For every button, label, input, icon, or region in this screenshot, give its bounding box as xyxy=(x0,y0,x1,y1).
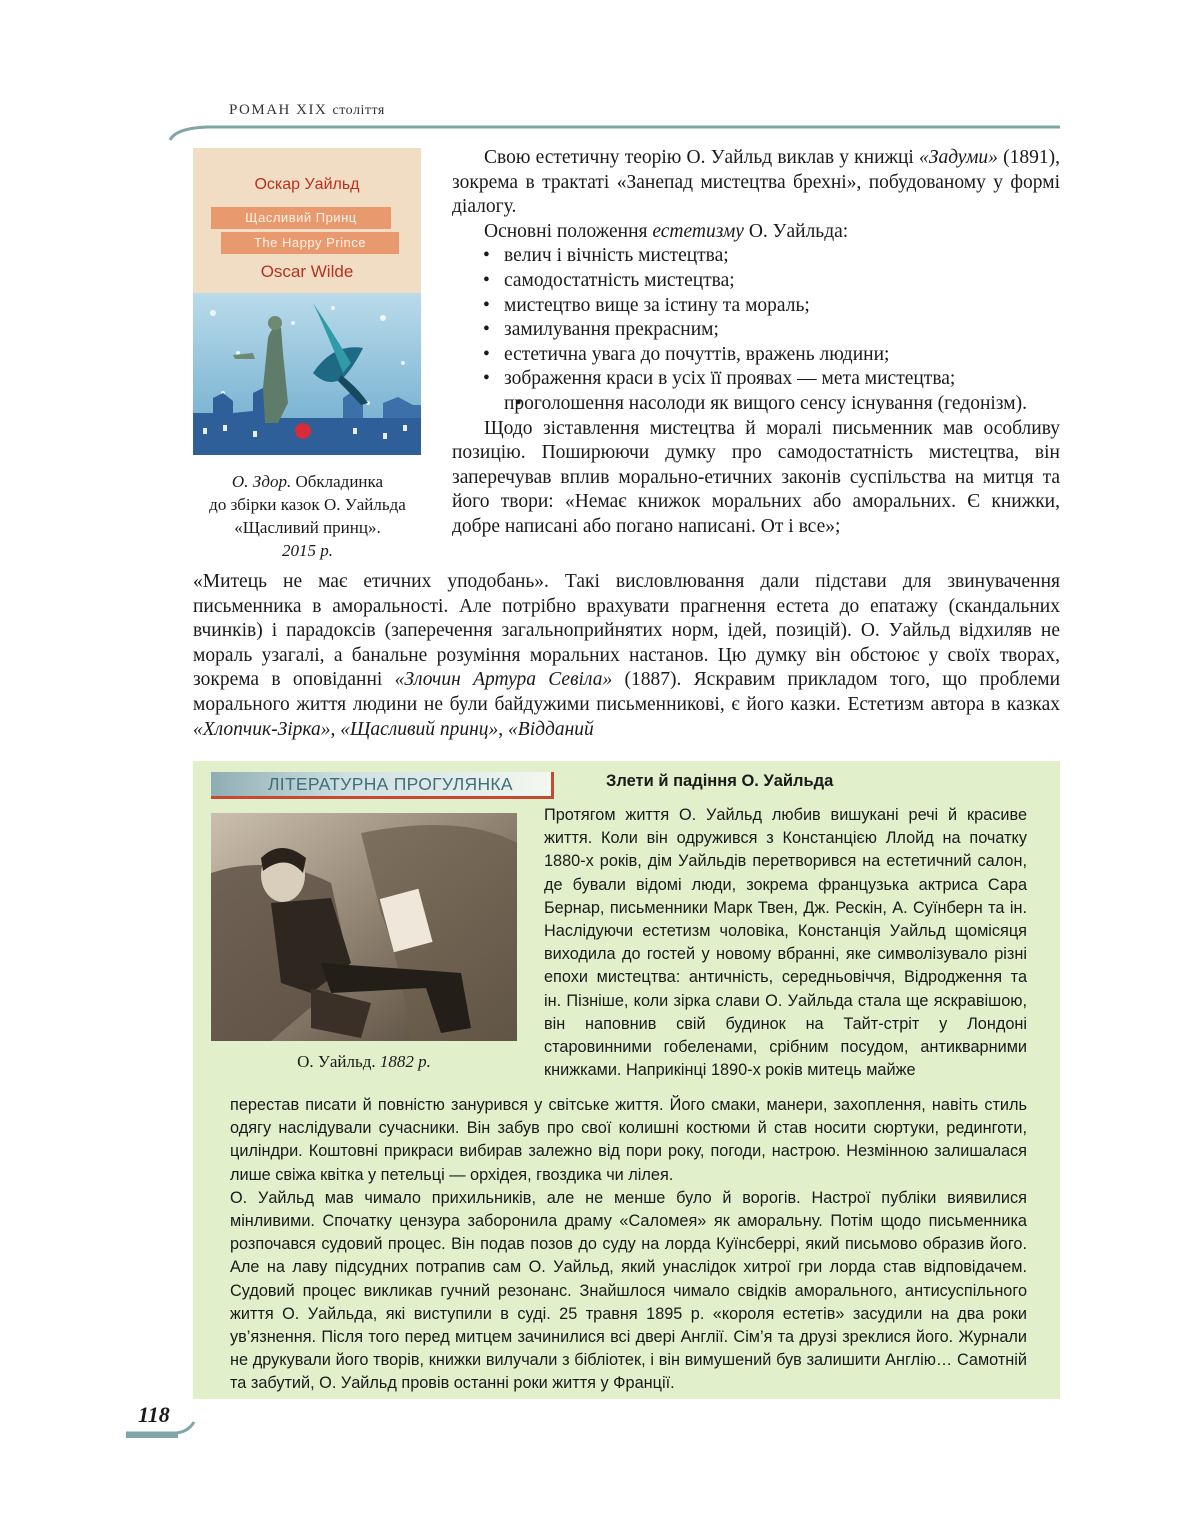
text-span: Свою естетичну теорію О. Уайльд виклав у книжці xyxy=(484,147,920,168)
cover-caption xyxy=(175,470,440,562)
literary-walk-label xyxy=(211,772,551,796)
text-span: Основні положення xyxy=(484,220,653,242)
cover-author-en: Oscar Wilde xyxy=(260,262,354,281)
photo-year: 1882 р. xyxy=(379,1052,431,1071)
list-item xyxy=(452,244,1060,269)
cover-author: Оскар Уайльд xyxy=(254,176,360,193)
cover-caption-artist: О. Здор. xyxy=(231,472,292,491)
photo-caption xyxy=(211,1052,517,1072)
paragraph: перестав писати й повністю занурився у світське життя. Його смаки, манери, захоплення, навіть стиль одягу наслідували сучасники. Він забув про свої колишні костюми й став носити сюртуки, рединготи, циліндри. Коштовні прикраси вибирав залежно від пори року, погоди, настрою. Незмінною залишалася лише свіжа квітка у петельці — орхідея, гвоздика чи лілея. xyxy=(230,1096,1027,1184)
cover-title-en: The Happy Prince xyxy=(221,232,399,254)
term: естетизму xyxy=(652,220,744,242)
cover-caption-line3: «Щасливий принц». xyxy=(234,518,381,537)
paragraph-aestheticism-intro xyxy=(452,220,1060,245)
list-item-text: велич і вічність мистецтва; xyxy=(504,245,729,267)
paragraph-continuation xyxy=(193,570,1060,742)
list-item xyxy=(452,367,1060,392)
list-item-text: проголошення насолоди як вищого сенсу існування (гедонізм). xyxy=(504,392,1027,414)
footer-rule xyxy=(126,1420,206,1450)
tale-title: «Відданий xyxy=(508,718,594,740)
list-item xyxy=(452,318,1060,343)
literary-walk-title: Злети й падіння О. Уайльда xyxy=(606,772,834,790)
cover-caption-line1: Обкладинка xyxy=(291,472,384,491)
page-number: 118 xyxy=(138,1402,170,1427)
story-title: «Злочин Артура Севіла» xyxy=(394,669,613,691)
paragraph: Протягом життя О. Уайльд любив вишукані речі й красиве життя. Коли він одружився з Констанцією Ллойд на початку 1880-х років, дім Уайльдів перетворився на естетичний салон, де бували відомі люди, зокрема французька актриса Сара Бернар, письменники Марк Твен, Дж. Рескін, А. Суїнберн та ін. Наслідуючи естетизм чоловіка, Констанція Уайльд щомісяця виходила до гостей у новому вбранні, яке символізувало різні епохи мистецтва: античність, середньовіччя, Відродження та ін. Пізніше, коли зірка слави О. Уайльда стала ще яскравішою, він наповнив свій будинок на Тайт-стріт у Лондоні старовинними гобеленами, срібним посудом, антикварними книжками. Наприкінці 1890-х років митець майже xyxy=(544,806,1027,1080)
cover-title-ua: Щасливий Принц xyxy=(211,207,391,229)
tale-title: «Щасливий принц» xyxy=(340,718,499,740)
running-head-small: століття xyxy=(332,103,385,118)
list-item-text: мистецтво вище за істину та мораль; xyxy=(504,294,810,316)
list-item-text: естетична увага до почуттів, вражень людини; xyxy=(504,343,890,365)
aestheticism-list xyxy=(452,244,1060,416)
literary-walk-text-bottom xyxy=(230,1094,1027,1396)
list-item xyxy=(452,343,1060,368)
text-span: О. Уайльда: xyxy=(743,220,849,242)
tale-title: «Хлопчик-Зірка» xyxy=(193,718,331,740)
main-text-top xyxy=(452,146,1060,540)
text-span: «Митець не має етичних уподобань». Такі висловлювання дали підстави для звинувачення письменника в аморальності. Але потрібно врахувати прагнення естета до епатажу (скандальних вчинків) і парадоксів (заперечення загальноприйнятих норм, ідей, позицій). О. Уайльд відхиляв не мораль узагалі, а банальне розуміння моральних настанов. Цю думку він обстоює у своїх творах, зокрема в оповіданні xyxy=(193,571,1060,691)
text-span: О. Уайльд. xyxy=(297,1052,380,1071)
paragraph-aesthetic-theory xyxy=(452,146,1060,220)
list-item-text: зображення краси в усіх її проявах — мета мистецтва; xyxy=(504,368,956,390)
list-item xyxy=(452,294,1060,319)
text-span: (1891), зокрема в трактаті «Занепад мистецтва брехні», побудованому у формі діалогу. xyxy=(452,147,1060,218)
paragraph-morality: Щодо зіставлення мистецтва й моралі письменник мав особливу позицію. Поширюючи думку про самодостатність мистецтва, він заперечував вплив морально-етичних законів суспільства на митця та його твори: «Немає книжок моральних або аморальних. Є книжки, добре написані або погано написані. От і все»; xyxy=(452,417,1060,537)
book-title: «Задуми» xyxy=(919,147,998,168)
main-text-full xyxy=(193,570,1060,742)
list-item xyxy=(452,269,1060,294)
header-rule xyxy=(168,112,1060,142)
cover-caption-year: 2015 р. xyxy=(282,541,333,560)
cover-illustration xyxy=(193,293,421,455)
label-tick xyxy=(551,772,554,796)
literary-walk-text-right xyxy=(544,804,1027,1082)
list-item-text: замилування прекрасним; xyxy=(504,319,719,341)
literary-walk-label-text: ЛІТЕРАТУРНА ПРОГУЛЯНКА xyxy=(268,774,513,794)
text-span: , xyxy=(498,718,509,740)
wilde-photo xyxy=(211,813,517,1041)
book-cover-image xyxy=(193,148,421,455)
label-underline xyxy=(211,796,554,799)
cover-caption-line2: до збірки казок О. Уайльда xyxy=(209,495,406,514)
list-item-text: самодостатність мистецтва; xyxy=(504,269,735,291)
text-span: (1887). Яскравим прикладом того, що проблеми морального життя людини не були байдужими письменникові, є його казки. Естетизм автора в казках xyxy=(193,669,1061,715)
list-item xyxy=(452,392,1060,417)
running-head-main: РОМАН XIX xyxy=(229,102,328,118)
text-span: , xyxy=(330,718,341,740)
paragraph: О. Уайльд мав чимало прихильників, але не менше було й ворогів. Настрої публіки виявилися мінливими. Спочатку цензура заборонила драму «Саломея» як аморальну. Потім щодо письменника розпочався судовий процес. Він подав позов до суду на лорда Куїнсберрі, який письмово образив його. Але на лаву підсудних потрапив сам О. Уайльд, який унаслідок хитрої гри лорда став відповідачем. Судовий процес викликав гучний резонанс. Знайшлося чимало свідків аморального, антисуспільного життя О. Уайльда, які виступили в суді. 25 травня 1895 р. «короля естетів» засудили на два роки ув’язнення. Після того перед митцем зачинилися всі двері Англії. Сім’я та друзі зреклися його. Журнали не друкували його творів, книжки вилучали з бібліотек, і він вимушений був залишити Англію… Самотній та забутий, О. Уайльд провів останні роки життя у Франції. xyxy=(230,1188,1027,1393)
